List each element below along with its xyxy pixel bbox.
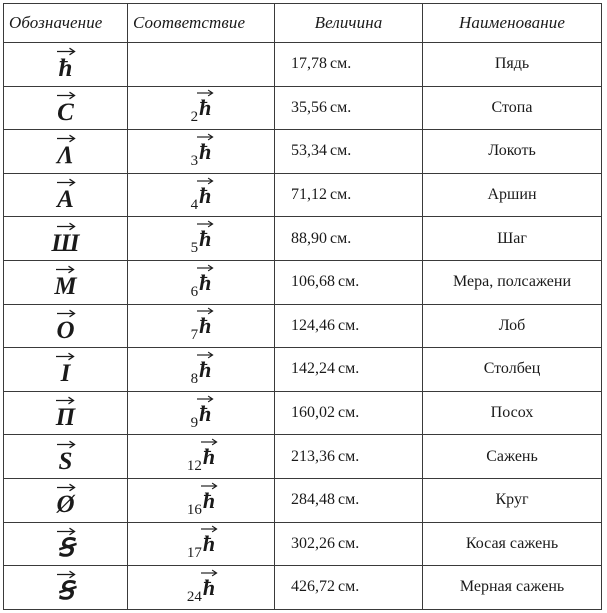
correspondence-cell [128,435,275,479]
base-symbol-glyph: ħ [202,531,216,557]
value-number: 71,12 [291,186,327,204]
value-unit: см. [330,98,352,116]
table-row [4,478,602,522]
designation-cell [4,304,128,348]
base-symbol-glyph: ħ [199,313,212,339]
designation-cell [4,217,128,261]
table-row [4,260,602,304]
value-number: 35,56 [291,98,327,116]
multiplier: 6 [190,283,199,300]
multiplier: 12 [186,458,202,475]
base-symbol-glyph: ħ [199,356,212,382]
measures-table [3,3,602,610]
vector-arrow-icon [55,440,77,449]
multiplier: 4 [190,196,199,213]
base-symbol-glyph: ħ [199,269,212,295]
value-number: 284,48 [291,491,335,509]
measures-table-container [3,3,601,610]
unit-symbol [56,309,74,343]
vector-arrow-icon [55,178,77,187]
value-unit: см. [338,273,360,291]
base-unit-symbol [199,264,211,294]
base-symbol-glyph: ħ [199,138,212,164]
vector-arrow-icon [55,47,77,56]
multiplier: 2 [190,109,199,126]
correspondence-cell [128,391,275,435]
base-symbol-glyph: ħ [202,574,216,600]
vector-arrow-icon [54,396,76,405]
value-cell [275,173,423,217]
base-unit-symbol [199,89,211,119]
vector-arrow-icon [199,569,219,577]
unit-symbol [59,440,73,474]
vector-arrow-icon [55,483,77,492]
value-unit: см. [330,229,352,247]
table-header-row [4,4,602,43]
multiplier: 17 [186,545,202,562]
correspondence-cell [128,173,275,217]
multiplier: 7 [190,327,199,344]
value-cell [275,130,423,174]
unit-symbol [58,570,74,604]
designation-cell [4,86,128,130]
value-unit: см. [330,142,352,160]
multiplier: 5 [190,240,199,257]
base-unit-symbol [199,395,211,425]
unit-symbol-glyph: M [54,273,77,301]
unit-symbol [54,265,76,299]
unit-symbol [56,396,75,430]
correspondence-cell [128,130,275,174]
value-number: 106,68 [291,273,335,291]
designation-cell [4,130,128,174]
designation-cell [4,391,128,435]
correspondence-cell [128,566,275,610]
value-unit: см. [338,360,360,378]
designation-cell [4,478,128,522]
designation-cell [4,173,128,217]
unit-symbol-glyph: Ø [56,491,75,519]
value-number: 53,34 [291,142,327,160]
base-symbol-glyph: ħ [199,182,212,208]
value-cell [275,478,423,522]
value-unit: см. [338,316,360,334]
value-unit: см. [330,55,352,73]
header-correspondence: Соответствие [128,4,275,43]
vector-arrow-icon [54,352,76,361]
value-cell [275,217,423,261]
name-cell: Лоб [423,304,602,348]
multiplier: 3 [190,152,199,169]
vector-arrow-icon [195,395,215,403]
multiplier: 9 [190,414,199,431]
correspondence-cell [128,260,275,304]
designation-cell [4,522,128,566]
name-cell: Локоть [423,130,602,174]
value-number: 124,46 [291,316,335,334]
value-cell [275,43,423,87]
table-row [4,348,602,392]
base-symbol-glyph: ħ [199,95,212,121]
designation-cell [4,435,128,479]
vector-arrow-icon [199,438,219,446]
multiplier: 8 [190,370,199,387]
value-cell [275,348,423,392]
vector-arrow-icon [55,222,77,231]
designation-cell [4,566,128,610]
unit-symbol [58,527,74,561]
value-cell [275,260,423,304]
designation-cell [4,348,128,392]
name-cell: Сажень [423,435,602,479]
value-number: 88,90 [291,229,327,247]
base-symbol-glyph: ħ [202,487,216,513]
unit-symbol-glyph: Ш [51,229,80,257]
correspondence-cell [128,217,275,261]
name-cell: Посох [423,391,602,435]
correspondence-cell [128,304,275,348]
unit-symbol-glyph: ħ [58,55,73,83]
vector-arrow-icon [199,525,219,533]
vector-arrow-icon [195,89,215,97]
vector-arrow-icon [195,220,215,228]
name-cell: Шаг [423,217,602,261]
value-cell [275,86,423,130]
base-unit-symbol [203,569,215,599]
unit-symbol-glyph: S [58,447,73,475]
name-cell: Круг [423,478,602,522]
correspondence-cell [128,348,275,392]
base-unit-symbol [199,307,211,337]
table-row [4,130,602,174]
table-row [4,86,602,130]
unit-symbol-glyph: O [56,316,75,344]
vector-arrow-icon [195,264,215,272]
correspondence-cell [128,86,275,130]
value-number: 160,02 [291,404,335,422]
value-unit: см. [338,491,360,509]
table-row [4,304,602,348]
name-cell: Мера, полсажени [423,260,602,304]
designation-cell [4,43,128,87]
value-cell [275,566,423,610]
value-unit: см. [338,447,360,465]
name-cell: Столбец [423,348,602,392]
value-number: 302,26 [291,534,335,552]
table-row [4,217,602,261]
base-unit-symbol [199,133,211,163]
name-cell: Аршин [423,173,602,217]
value-unit: см. [338,578,360,596]
value-number: 426,72 [291,578,335,596]
header-name: Наименование [423,4,602,43]
value-cell [275,435,423,479]
multiplier: 24 [186,588,202,605]
unit-symbol [56,483,74,517]
table-row [4,391,602,435]
unit-symbol [57,91,74,125]
designation-cell [4,260,128,304]
value-number: 17,78 [291,55,327,73]
header-designation: Обозначение [4,4,128,43]
unit-symbol-glyph: I [60,360,71,388]
unit-symbol [61,352,71,386]
unit-symbol-glyph: Ꞩ [57,534,74,562]
base-unit-symbol [203,525,215,555]
unit-symbol-glyph: C [57,98,74,126]
vector-arrow-icon [199,482,219,490]
value-cell [275,304,423,348]
unit-symbol-glyph: Ꞩ [57,578,74,606]
value-unit: см. [338,404,360,422]
vector-arrow-icon [54,265,76,274]
name-cell: Стопа [423,86,602,130]
base-symbol-glyph: ħ [202,444,216,470]
name-cell: Косая сажень [423,522,602,566]
value-number: 142,24 [291,360,335,378]
value-number: 213,36 [291,447,335,465]
table-row [4,522,602,566]
base-unit-symbol [199,351,211,381]
name-cell: Мерная сажень [423,566,602,610]
vector-arrow-icon [55,134,77,143]
base-unit-symbol [199,220,211,250]
base-symbol-glyph: ħ [199,400,212,426]
vector-arrow-icon [55,527,77,536]
vector-arrow-icon [55,570,77,579]
unit-symbol-glyph: П [55,404,76,432]
name-cell: Пядь [423,43,602,87]
unit-symbol [57,178,74,212]
multiplier: 16 [186,501,202,518]
vector-arrow-icon [55,91,77,100]
value-cell [275,391,423,435]
header-value: Величина [275,4,423,43]
vector-arrow-icon [195,133,215,141]
base-unit-symbol [203,482,215,512]
vector-arrow-icon [195,177,215,185]
table-row [4,173,602,217]
correspondence-cell [128,43,275,87]
unit-symbol [59,47,73,81]
correspondence-cell [128,478,275,522]
unit-symbol-glyph: Λ [57,142,74,170]
unit-symbol-glyph: A [57,186,74,214]
table-row [4,566,602,610]
unit-symbol [57,134,74,168]
base-unit-symbol [203,438,215,468]
table-row [4,43,602,87]
table-row [4,435,602,479]
vector-arrow-icon [55,309,77,318]
value-unit: см. [330,186,352,204]
base-symbol-glyph: ħ [199,226,212,252]
value-cell [275,522,423,566]
vector-arrow-icon [195,351,215,359]
unit-symbol [51,222,79,256]
base-unit-symbol [199,177,211,207]
value-unit: см. [338,534,360,552]
correspondence-cell [128,522,275,566]
vector-arrow-icon [195,307,215,315]
